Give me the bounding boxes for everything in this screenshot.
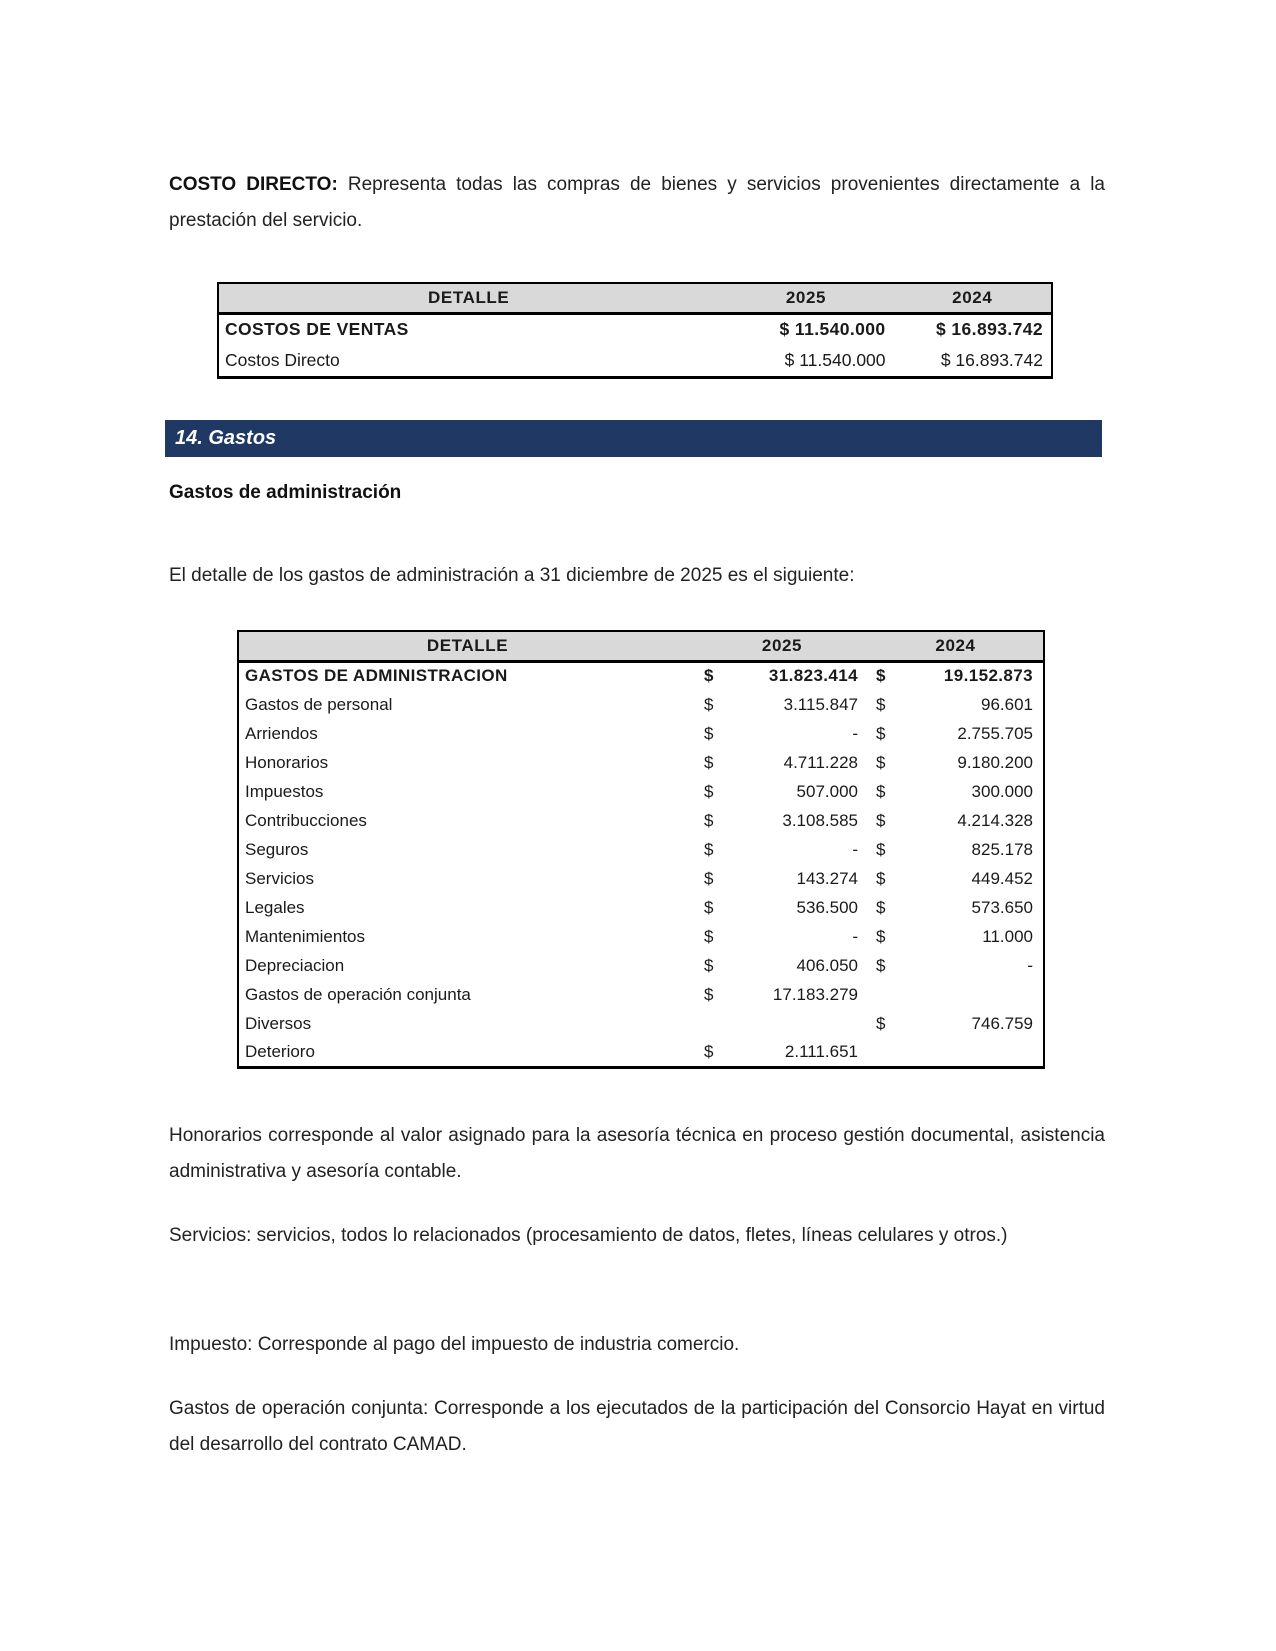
section-heading-bar [165, 420, 1102, 457]
paragraph-impuesto: Impuesto: Corresponde al pago del impuesto de industria comercio. [169, 1334, 740, 1355]
table-row [238, 806, 1044, 835]
currency-sign: $ [704, 897, 714, 917]
cell-value-2024: 11.000 [982, 926, 1033, 946]
cell-value-2024: 825.178 [971, 839, 1033, 859]
cell-value-2025: 536.500 [796, 897, 858, 917]
cell-value-2025: 17.183.279 [772, 984, 858, 1004]
cell-value-2024: - [1027, 955, 1033, 975]
paragraph-honorarios: Honorarios corresponde al valor asignado para la asesoría técnica en proceso gestión documental, asistencia administrativa y asesoría contable. [169, 1125, 1105, 1182]
table-row [238, 719, 1044, 748]
cell-value-2024: $ 16.893.742 [940, 349, 1043, 370]
cell-value-2025: - [852, 839, 858, 859]
currency-sign: $ [704, 926, 714, 946]
cell-value-2024: 96.601 [981, 694, 1033, 714]
cell-label: Costos Directo [225, 349, 340, 370]
costs-header-2025: 2025 [718, 283, 893, 313]
admin-header-2024: 2024 [868, 631, 1044, 661]
currency-sign [868, 980, 908, 1009]
cell-label: GASTOS DE ADMINISTRACION [245, 666, 508, 686]
currency-sign: $ [876, 694, 886, 714]
table-row [238, 1009, 1044, 1038]
cell-label: Impuestos [245, 781, 324, 801]
currency-sign: $ [876, 897, 886, 917]
currency-sign: $ [704, 955, 714, 975]
cell-label: Honorarios [245, 752, 329, 772]
currency-sign [868, 1038, 908, 1067]
table-row [238, 893, 1044, 922]
intro-lead: COSTO DIRECTO: [169, 174, 338, 195]
currency-sign: $ [704, 752, 714, 772]
costs-header-detalle: DETALLE [218, 283, 718, 313]
cell-value-2024: $ 16.893.742 [936, 319, 1043, 340]
admin-table-intro: El detalle de los gastos de administración a 31 diciembre de 2025 es el siguiente: [169, 565, 855, 586]
cell-value-2024: 300.000 [971, 781, 1033, 801]
currency-sign: $ [876, 810, 886, 830]
intro-text: Representa todas las compras de bienes y servicios provenientes directamente a la prestación del servicio. [169, 174, 1105, 231]
cell-label: Legales [245, 897, 305, 917]
costs-table [217, 282, 1053, 379]
currency-sign: $ [876, 1013, 886, 1033]
cell-label: Gastos de operación conjunta [245, 984, 471, 1004]
intro-paragraph [169, 167, 1105, 239]
table-row [238, 661, 1044, 690]
cell-label: Depreciacion [245, 955, 345, 975]
currency-sign: $ [876, 926, 886, 946]
cell-value-2025 [736, 1009, 868, 1038]
cell-value-2024: 573.650 [971, 897, 1033, 917]
paragraph-operacion-conjunta: Gastos de operación conjunta: Corresponde a los ejecutados de la participación del Consorcio Hayat en virtud del desarrollo del contrato CAMAD. [169, 1398, 1105, 1455]
cell-value-2025: 143.274 [796, 868, 858, 888]
currency-sign: $ [704, 1041, 714, 1061]
table-row [238, 835, 1044, 864]
currency-sign: $ [704, 839, 714, 859]
currency-sign: $ [704, 810, 714, 830]
subheading-gastos-administracion: Gastos de administración [169, 482, 402, 503]
currency-sign: $ [876, 955, 886, 975]
table-row [238, 980, 1044, 1009]
cell-label: Gastos de personal [245, 694, 393, 714]
costs-header-2024: 2024 [894, 283, 1052, 313]
currency-sign: $ [704, 781, 714, 801]
currency-sign: $ [876, 839, 886, 859]
table-row [238, 864, 1044, 893]
cell-value-2024: 746.759 [971, 1013, 1033, 1033]
cell-label: Contribucciones [245, 810, 367, 830]
costs-table-header-row [218, 283, 1052, 313]
currency-sign: $ [704, 868, 714, 888]
cell-value-2025: 507.000 [796, 781, 858, 801]
cell-value-2025: 4.711.228 [783, 752, 858, 772]
cell-value-2024: 449.452 [971, 868, 1033, 888]
cell-value-2024: 9.180.200 [957, 752, 1033, 772]
table-row [238, 1038, 1044, 1067]
cell-label: COSTOS DE VENTAS [225, 319, 409, 340]
cell-value-2024: 19.152.873 [943, 666, 1033, 686]
cell-value-2025: 2.111.651 [784, 1041, 858, 1061]
table-row [238, 748, 1044, 777]
cell-label: Mantenimientos [245, 926, 366, 946]
admin-header-detalle: DETALLE [238, 631, 696, 661]
currency-sign: $ [876, 781, 886, 801]
currency-sign: $ [876, 723, 886, 743]
cell-label: Diversos [245, 1013, 312, 1033]
table-row [238, 777, 1044, 806]
paragraph-servicios: Servicios: servicios, todos lo relacionados (procesamiento de datos, fletes, líneas celulares y otros.) [169, 1225, 1008, 1246]
cell-label: Servicios [245, 868, 314, 888]
cell-value-2025: 3.115.847 [783, 694, 858, 714]
cell-label: Deterioro [245, 1041, 315, 1061]
currency-sign: $ [704, 984, 714, 1004]
cell-label: Arriendos [245, 723, 318, 743]
currency-sign: $ [704, 666, 714, 686]
cell-value-2024 [908, 1038, 1044, 1067]
table-row [218, 313, 1052, 345]
currency-sign: $ [876, 868, 886, 888]
table-row [238, 690, 1044, 719]
cell-value-2024: 2.755.705 [957, 723, 1033, 743]
cell-value-2025: $ 11.540.000 [784, 349, 886, 370]
currency-sign [696, 1009, 736, 1038]
cell-value-2025: 31.823.414 [768, 666, 858, 686]
cell-label: Seguros [245, 839, 309, 859]
cell-value-2025: $ 11.540.000 [779, 319, 886, 340]
currency-sign: $ [876, 666, 886, 686]
cell-value-2025: - [852, 723, 858, 743]
admin-header-2025: 2025 [696, 631, 868, 661]
currency-sign: $ [704, 694, 714, 714]
section-heading-label: 14. Gastos [175, 427, 277, 449]
cell-value-2025: - [852, 926, 858, 946]
currency-sign: $ [876, 752, 886, 772]
table-row [218, 345, 1052, 377]
currency-sign: $ [704, 723, 714, 743]
admin-table-header-row [238, 631, 1044, 661]
cell-value-2025: 406.050 [796, 955, 858, 975]
cell-value-2024: 4.214.328 [957, 810, 1033, 830]
cell-value-2024 [908, 980, 1044, 1009]
cell-value-2025: 3.108.585 [782, 810, 858, 830]
table-row [238, 922, 1044, 951]
table-row [238, 951, 1044, 980]
admin-expenses-table [237, 630, 1045, 1069]
